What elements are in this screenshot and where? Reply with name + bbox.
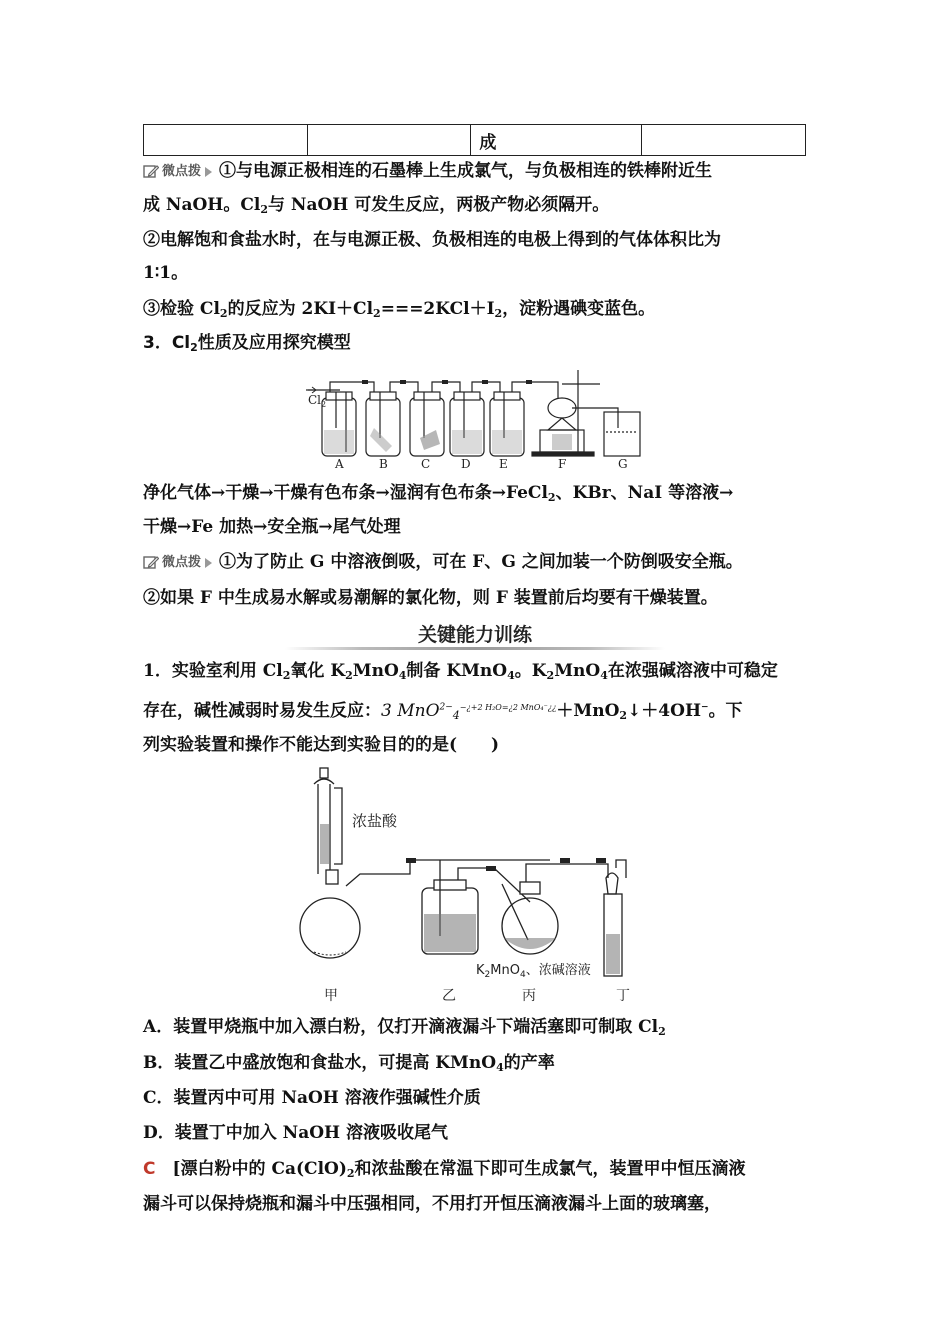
top-table: [143, 124, 806, 156]
note-text: ①与电源正极相连的石墨棒上生成氯气，与负极相连的铁棒附近生: [219, 161, 713, 181]
triangle-right-icon: [204, 166, 213, 178]
table-cell: [642, 125, 806, 156]
q1-line2: 存在，碱性减弱时易发生反应：3 MnO$^{2-}_4^{-¿+2 H_2O=¿2 MnO_4^-¿¿}$＋MnO$_2$↓＋4OH−。下: [143, 701, 743, 722]
answer-line1: C [漂白粉中的 $Ca(ClO)_2$和浓盐酸在常温下即可生成氯气，装置甲中恒压滴液: [143, 1159, 746, 1180]
option-d: D．装置丁中加入 NaOH 溶液吸收尾气: [143, 1123, 449, 1143]
label-e: E: [499, 457, 508, 471]
badge-label: 微点拨: [162, 163, 202, 179]
reagent-label: $K_2MnO_4$、浓碱溶液: [476, 963, 591, 980]
label-ding: 丁: [616, 988, 630, 1004]
label-c: C: [421, 457, 431, 471]
label-b: B: [379, 457, 388, 471]
note2-line1: 微点拨 ①为了防止 G 中溶液倒吸，可在 F、G 之间加装一个防倒吸安全瓶。: [143, 551, 823, 574]
badge-label: 微点拨: [162, 554, 202, 570]
table-cell: [144, 125, 308, 156]
table-cell: 成: [471, 125, 642, 156]
apparatus-figure-2: [290, 764, 670, 1008]
answer-letter: C: [143, 1159, 156, 1179]
note1-line1: [143, 160, 823, 183]
note1-line5: ③检验 $Cl_2$的反应为 $2KI+Cl_2===2KCl+I_2$，淀粉遇碘变蓝色。: [143, 299, 656, 320]
flow-line2: 干燥→Fe 加热→安全瓶→尾气处理: [143, 517, 401, 537]
tip-badge: [143, 161, 213, 183]
flow-line1: 净化气体→干燥→干燥有色布条→湿润有色布条→FeCl$_2$、KBr、NaI 等溶液→: [143, 483, 734, 504]
option-c: C．装置丙中可用 NaOH 溶液作强碱性介质: [143, 1088, 481, 1108]
note1-line2: 成 NaOH。$Cl_2$与 NaOH 可发生反应，两极产物必须隔开。: [143, 195, 610, 216]
q1-line3: 列实验装置和操作不能达到实验目的的是( ): [143, 735, 500, 755]
label-g: G: [618, 457, 628, 471]
section-title: 关键能力训练: [285, 620, 665, 652]
label-bing: 丙: [522, 988, 536, 1004]
tip-badge: [143, 552, 213, 574]
option-b: B．装置乙中盛放饱和食盐水，可提高 KMnO$_4$的产率: [143, 1053, 555, 1074]
title-underline: [285, 647, 665, 650]
apparatus-figure-1: [300, 368, 660, 472]
pencil-note-icon: [143, 164, 159, 179]
table-cell: [307, 125, 471, 156]
gas-label: $Cl_2$: [308, 393, 327, 409]
note2-line2: ②如果 F 中生成易水解或易潮解的氯化物，则 F 装置前后均要有干燥装置。: [143, 588, 718, 608]
label-a: A: [335, 457, 344, 471]
note1-line3: ②电解饱和食盐水时，在与电源正极、负极相连的电极上得到的气体体积比为: [143, 230, 721, 250]
q1-line1: 1．实验室利用 $Cl_2$氧化 $K_2MnO_4$制备 KMnO$_4$。$K_2MnO_4$在浓强碱溶液中可稳定: [143, 661, 778, 682]
answer-line2: 漏斗可以保持烧瓶和漏斗中压强相同，不用打开恒压滴液漏斗上面的玻璃塞，: [143, 1194, 721, 1214]
label-jia: 甲: [324, 988, 338, 1004]
option-a: A．装置甲烧瓶中加入漂白粉，仅打开滴液漏斗下端活塞即可制取 $Cl_2$: [143, 1017, 666, 1038]
triangle-right-icon: [204, 557, 213, 569]
label-d: D: [461, 457, 471, 471]
note1-line4: 1∶1。: [143, 263, 189, 283]
label-yi: 乙: [442, 988, 456, 1004]
heading-3: 3．$Cl_2$性质及应用探究模型: [143, 333, 351, 354]
acid-label: 浓盐酸: [352, 812, 398, 830]
pencil-note-icon: [143, 555, 159, 570]
table-row: [144, 125, 806, 156]
label-f: F: [558, 457, 567, 471]
